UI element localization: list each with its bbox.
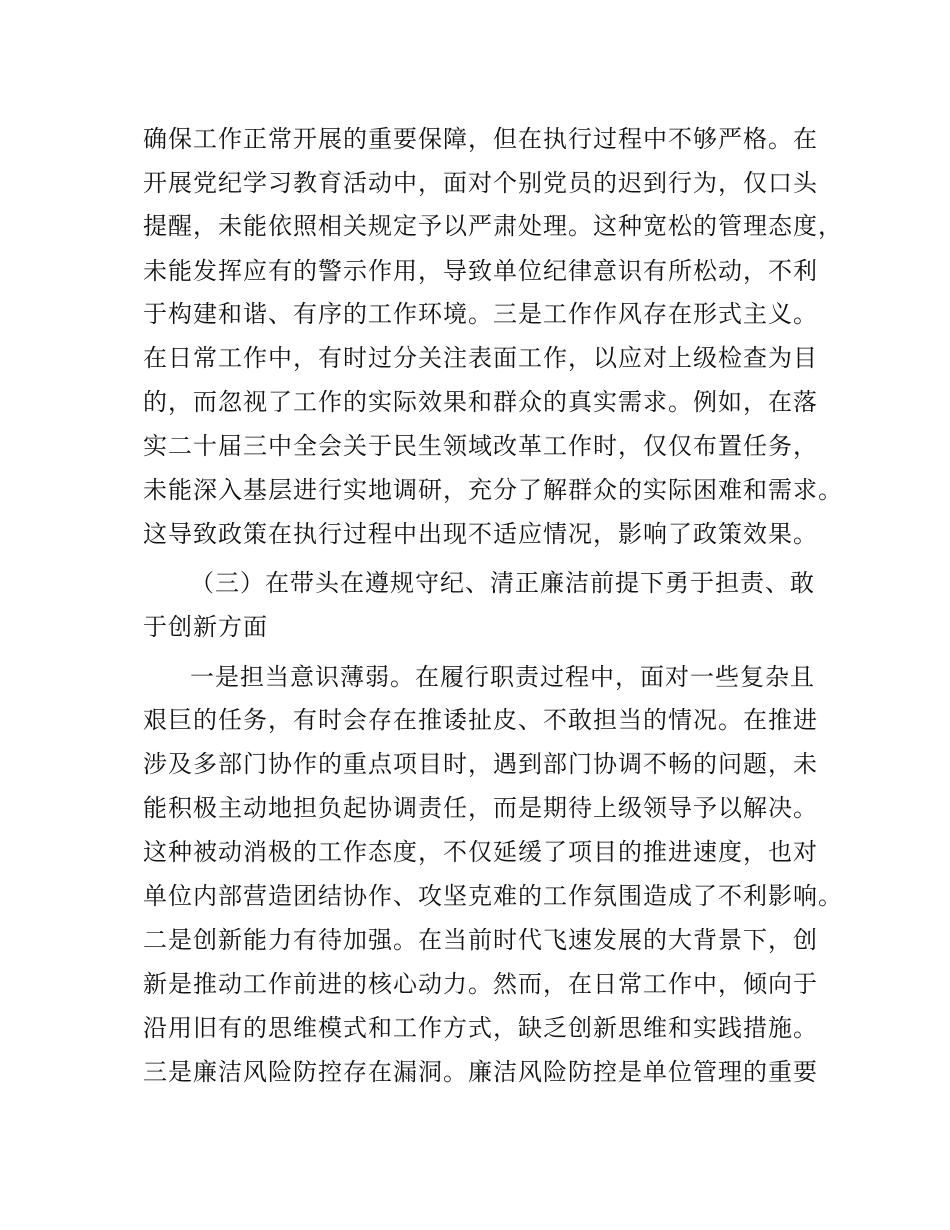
text-line: 未能深入基层进行实地调研，充分了解群众的实际困难和需求。 [143,476,843,504]
text-line: 这导致政策在执行过程中出现不适应情况，影响了政策效果。 [143,520,818,548]
section-heading-continuation: 于创新方面 [143,613,268,641]
text-line: 未能发挥应有的警示作用，导致单位纪律意识有所松动，不利 [143,257,818,285]
text-line: 三是廉洁风险防控存在漏洞。廉洁风险防控是单位管理的重要 [143,1058,818,1086]
text-line: 单位内部营造团结协作、攻坚克难的工作氛围造成了不利影响。 [143,882,843,910]
section-heading: （三）在带头在遵规守纪、清正廉洁前提下勇于担责、敢 [190,569,815,597]
text-line: 沿用旧有的思维模式和工作方式，缺乏创新思维和实践措施。 [143,1014,818,1042]
text-line: 开展党纪学习教育活动中，面对个别党员的迟到行为，仅口头 [143,169,818,197]
text-line: 于构建和谐、有序的工作环境。三是工作作风存在形式主义。 [143,300,818,328]
text-line: 确保工作正常开展的重要保障，但在执行过程中不够严格。在 [143,125,818,153]
text-line: 二是创新能力有待加强。在当前时代飞速发展的大背景下，创 [143,926,818,954]
text-line: 提醒，未能依照相关规定予以严肃处理。这种宽松的管理态度， [143,212,843,240]
text-line: 涉及多部门协作的重点项目时，遇到部门协调不畅的问题，未 [143,750,818,778]
text-line: 的，而忽视了工作的实际效果和群众的真实需求。例如，在落 [143,388,818,416]
text-line: 在日常工作中，有时过分关注表面工作，以应对上级检查为目 [143,344,818,372]
paragraph-first-line: 一是担当意识薄弱。在履行职责过程中，面对一些复杂且 [190,663,815,691]
text-line: 能积极主动地担负起协调责任，而是期待上级领导予以解决。 [143,794,818,822]
text-line: 实二十届三中全会关于民生领域改革工作时，仅仅布置任务， [143,432,818,460]
text-line: 艰巨的任务，有时会存在推诿扯皮、不敢担当的情况。在推进 [143,706,818,734]
text-line: 这种被动消极的工作态度，不仅延缓了项目的推进速度，也对 [143,838,818,866]
text-line: 新是推动工作前进的核心动力。然而，在日常工作中，倾向于 [143,970,818,998]
